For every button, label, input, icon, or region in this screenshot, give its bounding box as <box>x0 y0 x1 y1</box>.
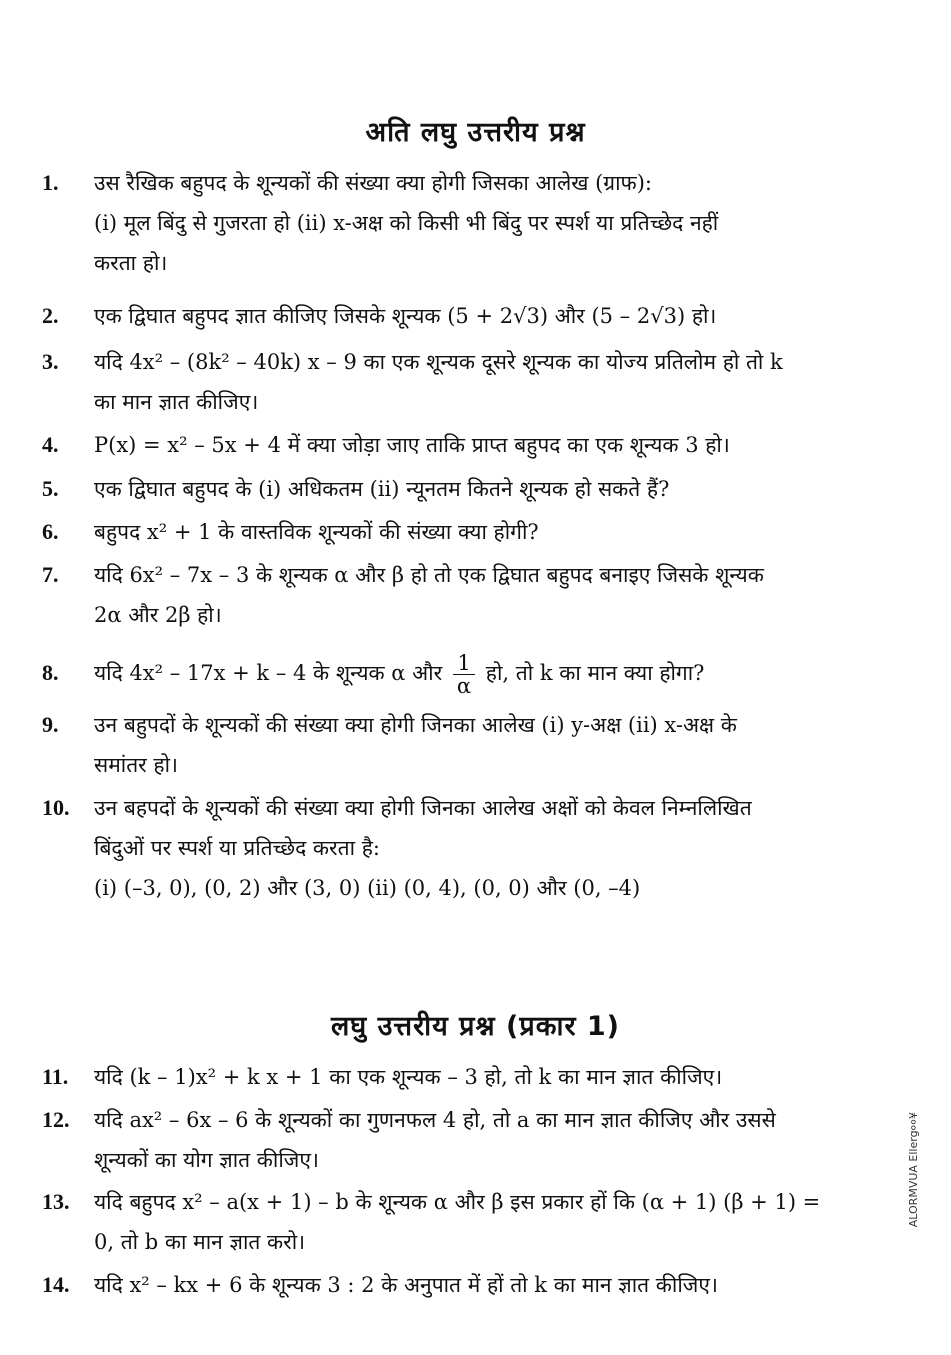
question-text: उन बहपदों के शून्यकों की संख्या क्या होगी जिनका आलेख अक्षों को केवल निम्नलिखित <box>94 796 752 820</box>
question-10 <box>42 788 902 908</box>
question-9 <box>42 705 902 785</box>
question-text: 0, तो b का मान ज्ञात करो। <box>94 1230 306 1254</box>
question-12 <box>42 1100 902 1180</box>
question-text: बहुपद x² + 1 के वास्तविक शून्यकों की संख्या क्या होगी? <box>94 520 539 544</box>
question-4 <box>42 425 902 465</box>
question-text: यदि ax² – 6x – 6 के शून्यकों का गुणनफल 4 हो, तो a का मान ज्ञात कीजिए और उससे <box>94 1108 776 1132</box>
question-number: 12. <box>42 1107 70 1132</box>
question-2 <box>42 296 902 336</box>
question-text: (i) (–3, 0), (0, 2) और (3, 0) (ii) (0, 4), (0, 0) और (0, –4) <box>94 876 641 900</box>
question-number: 6. <box>42 519 59 544</box>
question-text: बिंदुओं पर स्पर्श या प्रतिच्छेद करता है: <box>94 836 380 860</box>
question-text: (i) मूल बिंदु से गुजरता हो (ii) x-अक्ष को किसी भी बिंदु पर स्पर्श या प्रतिच्छेद नहीं <box>94 211 719 235</box>
question-3 <box>42 342 902 422</box>
question-number: 5. <box>42 476 59 501</box>
question-text: यदि (k – 1)x² + k x + 1 का एक शून्यक – 3 हो, तो k का मान ज्ञात कीजिए। <box>94 1065 723 1089</box>
question-text: एक द्विघात बहुपद ज्ञात कीजिए जिसके शून्यक (5 + 2√3) और (5 – 2√3) हो। <box>94 304 717 328</box>
fraction-denominator: α <box>456 674 472 698</box>
question-number: 10. <box>42 795 70 820</box>
question-number: 7. <box>42 562 59 587</box>
question-number: 3. <box>42 349 59 374</box>
question-text: 2α और 2β हो। <box>94 603 222 627</box>
question-text: P(x) = x² – 5x + 4 में क्या जोड़ा जाए ताकि प्राप्त बहुपद का एक शून्यक 3 हो। <box>94 433 730 457</box>
fraction-numerator: 1 <box>453 652 475 675</box>
question-5 <box>42 469 902 509</box>
section2-heading: लघु उत्तरीय प्रश्न (प्रकार 1) <box>330 1011 621 1042</box>
question-text: एक द्विघात बहुपद के (i) अधिकतम (ii) न्यूनतम कितने शून्यक हो सकते हैं? <box>94 477 670 501</box>
question-text: करता हो। <box>94 251 168 275</box>
question-1 <box>42 163 902 283</box>
side-margin-mark: ALORMVUA Ellerg००¥ <box>907 1112 920 1228</box>
question-text: हो, तो k का मान क्या होगा? <box>485 661 705 685</box>
question-text: यदि 4x² – 17x + k – 4 के शून्यक α और <box>94 661 443 685</box>
question-text: यदि 6x² – 7x – 3 के शून्यक α और β हो तो एक द्विघात बहुपद बनाइए जिसके शून्यक <box>94 563 764 587</box>
question-text: यदि 4x² – (8k² – 40k) x – 9 का एक शून्यक दूसरे शून्यक का योज्य प्रतिलोम हो तो k <box>94 350 783 374</box>
question-number: 9. <box>42 712 59 737</box>
question-text: उस रैखिक बहुपद के शून्यकों की संख्या क्या होगी जिसका आलेख (ग्राफ): <box>94 171 653 195</box>
fraction <box>453 652 475 697</box>
question-number: 1. <box>42 170 59 195</box>
question-14 <box>42 1265 902 1305</box>
question-13 <box>42 1182 902 1262</box>
question-8 <box>42 640 902 706</box>
question-text: शून्यकों का योग ज्ञात कीजिए। <box>94 1148 319 1172</box>
question-number: 2. <box>42 303 59 328</box>
question-6 <box>42 512 902 552</box>
section1-heading: अति लघु उत्तरीय प्रश्न <box>365 117 586 148</box>
question-7 <box>42 555 902 635</box>
question-number: 14. <box>42 1272 70 1297</box>
question-text: उन बहुपदों के शून्यकों की संख्या क्या होगी जिनका आलेख (i) y-अक्ष (ii) x-अक्ष के <box>94 713 737 737</box>
question-text: का मान ज्ञात कीजिए। <box>94 390 259 414</box>
question-text: समांतर हो। <box>94 753 178 777</box>
question-text: यदि बहुपद x² – a(x + 1) – b के शून्यक α और β इस प्रकार हों कि (α + 1) (β + 1) = <box>94 1190 821 1214</box>
question-text: यदि x² – kx + 6 के शून्यक 3 : 2 के अनुपात में हों तो k का मान ज्ञात कीजिए। <box>94 1273 718 1297</box>
question-number: 4. <box>42 432 59 457</box>
question-number: 11. <box>42 1064 69 1089</box>
question-number: 13. <box>42 1189 70 1214</box>
question-11 <box>42 1057 902 1097</box>
question-number: 8. <box>42 660 59 685</box>
